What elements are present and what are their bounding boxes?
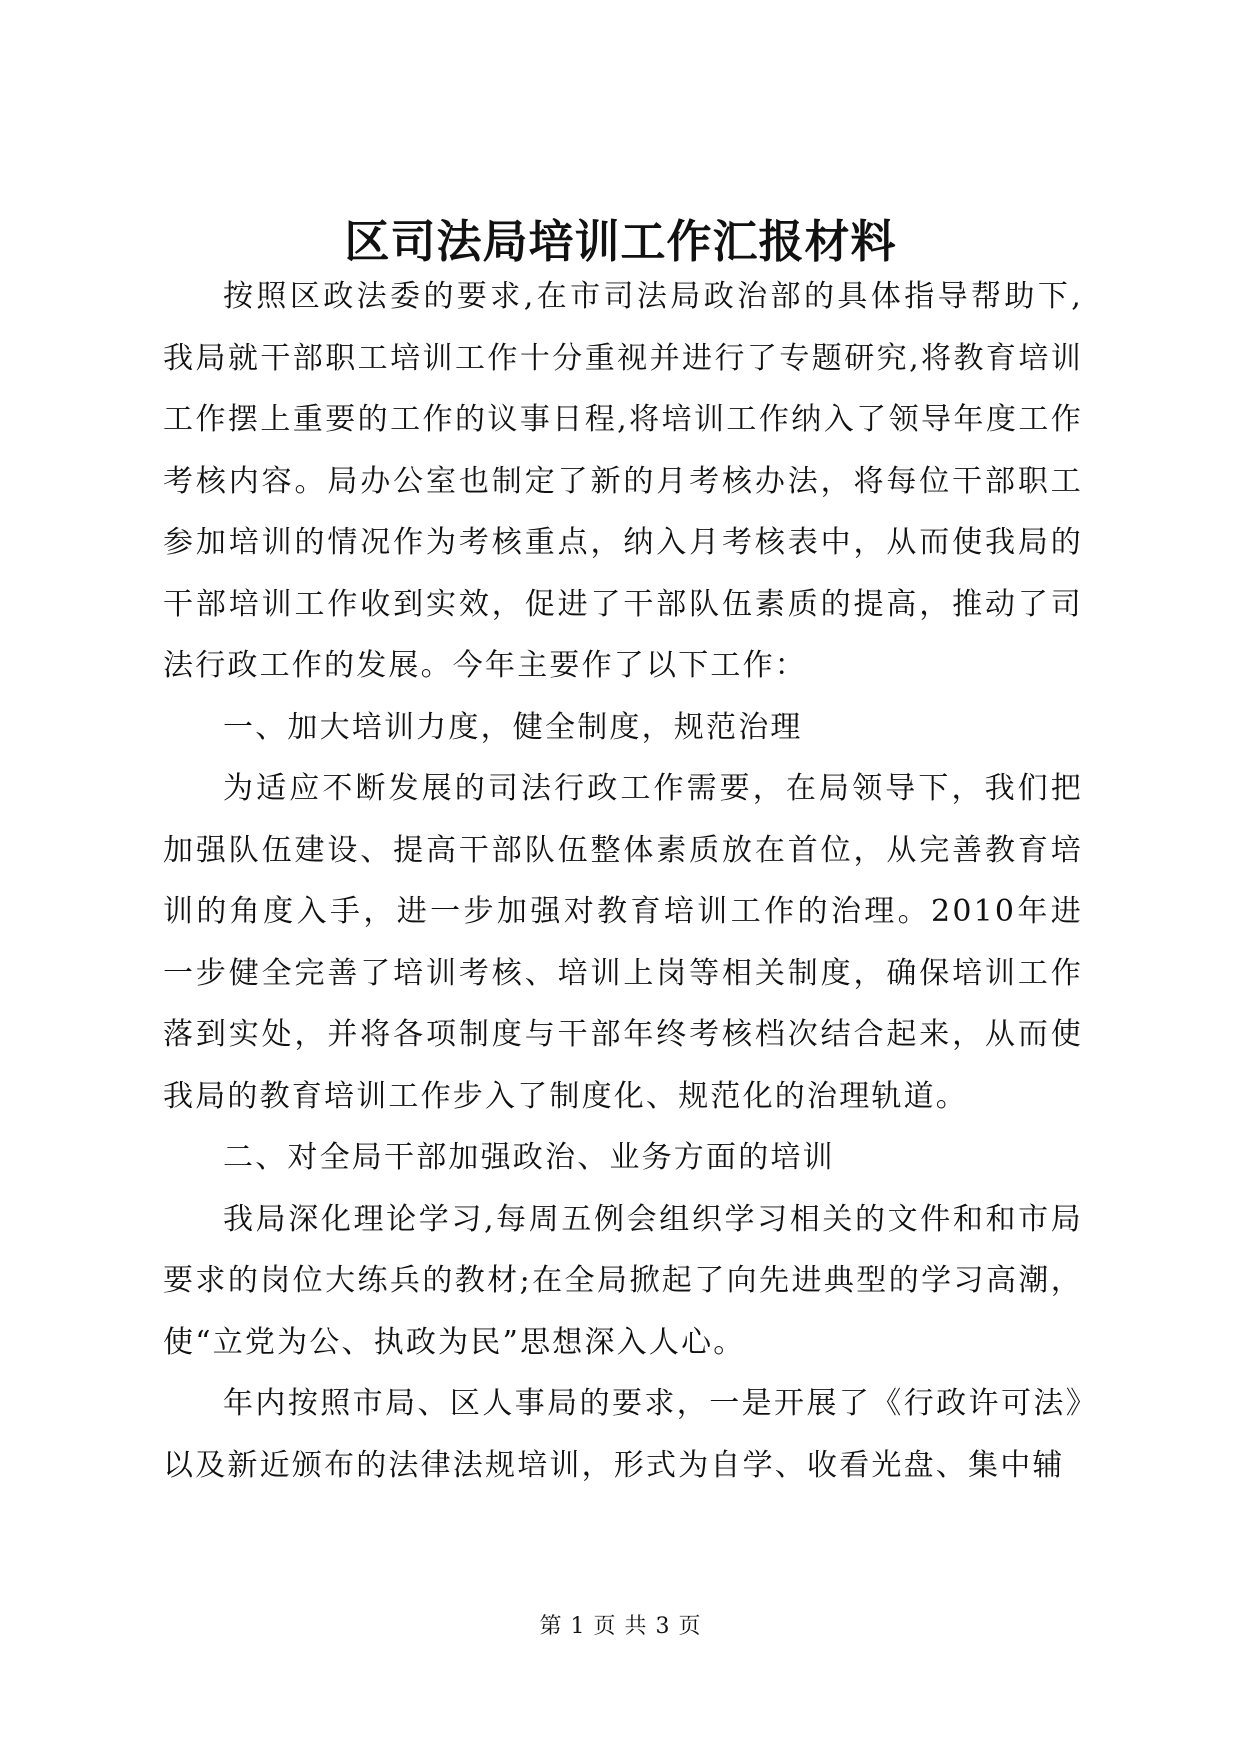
section-heading-2: 二、对全局干部加强政治、业务方面的培训 [223,1140,835,1175]
paragraph-intro: 按照区政法委的要求,在市司法局政治部的具体指导帮助下,我局就干部职工培训工作十分重视并进行了专题研究,将教育培训工作摆上重要的工作的议事日程,将培训工作纳入了领导年度工作考核内容。局办公室也制定了新的月考核办法，将每位干部职工参加培训的情况作为考核重点，纳入月考核表中，从而使我局的干部培训工作收到实效，促进了干部队伍素质的提高，推动了司法行政工作的发展。今年主要作了以下工作： [163,279,1083,683]
document-body [163,266,1083,1496]
paragraph-section-1: 为适应不断发展的司法行政工作需要，在局领导下，我们把加强队伍建设、提高干部队伍整体素质放在首位，从完善教育培训的角度入手，进一步加强对教育培训工作的治理。2010年进一步健全完善了培训考核、培训上岗等相关制度，确保培训工作落到实处，并将各项制度与干部年终考核档次结合起来，从而使我局的教育培训工作步入了制度化、规范化的治理轨道。 [163,771,1083,1114]
document-title: 区司法局培训工作汇报材料 [344,215,897,268]
paragraph-section-2: 我局深化理论学习,每周五例会组织学习相关的文件和和市局要求的岗位大练兵的教材;在全局掀起了向先进典型的学习高潮，使“立党为公、执政为民”思想深入人心。 [163,1201,1083,1360]
page-footer: 第 1 页 共 3 页 [539,1614,702,1639]
paragraph-section-2-continued: 年内按照市局、区人事局的要求，一是开展了《行政许可法》以及新近颁布的法律法规培训，形式为自学、收看光盘、集中辅 [163,1386,1083,1483]
section-heading-1: 一、加大培训力度，健全制度，规范治理 [223,709,803,745]
